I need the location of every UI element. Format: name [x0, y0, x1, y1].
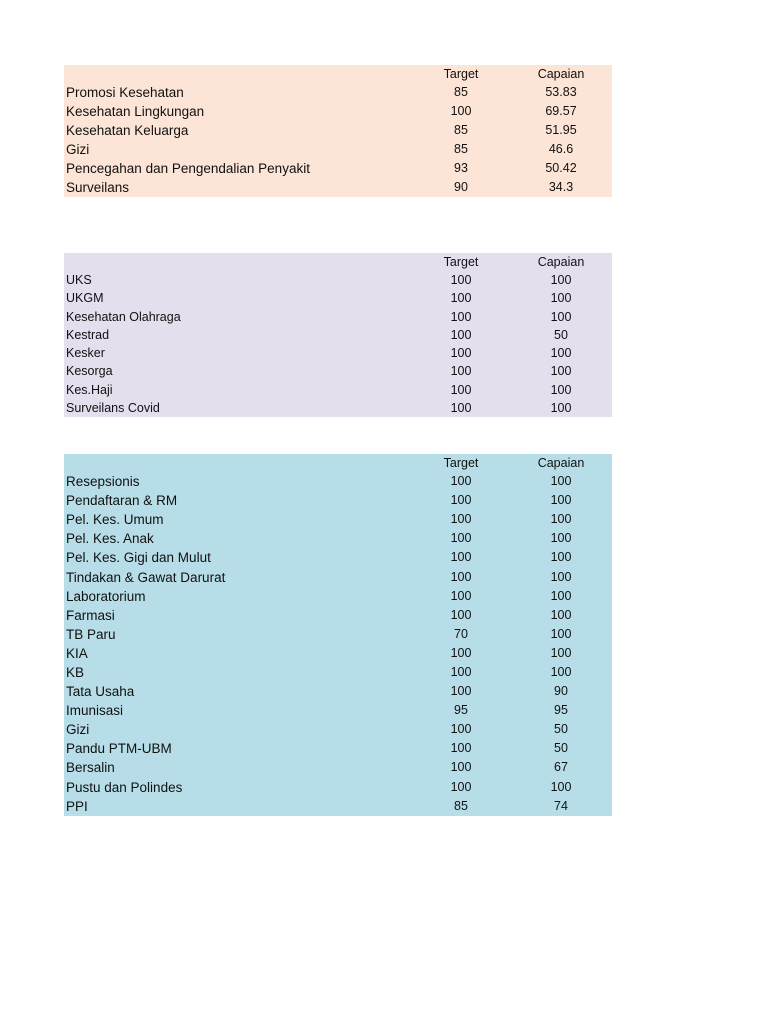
row-target-cell: 100	[450, 346, 472, 361]
row-capaian-cell: 51.95	[545, 123, 577, 137]
program-table-2	[64, 253, 612, 417]
row-name-cell: UKS	[66, 273, 92, 288]
row-capaian-cell: 50	[554, 741, 568, 756]
table-row	[64, 644, 612, 663]
table-row	[64, 344, 612, 362]
table-row	[64, 289, 612, 307]
row-target-cell: 93	[454, 161, 468, 175]
row-capaian-cell: 100	[550, 779, 572, 794]
row-target-cell: 100	[450, 569, 472, 584]
row-name-cell: Kesehatan Olahraga	[66, 309, 181, 324]
row-name-cell: Imunisasi	[66, 703, 124, 719]
table-row	[64, 701, 612, 720]
table-row	[64, 720, 612, 739]
row-name-cell: Kestrad	[66, 327, 110, 342]
table-row	[64, 83, 612, 102]
row-name-cell: Kesehatan Keluarga	[66, 123, 189, 138]
row-name-cell: Surveilans Covid	[66, 400, 160, 415]
row-name-cell: Pel. Kes. Umum	[66, 512, 164, 528]
row-capaian-cell: 100	[550, 588, 572, 603]
header-name	[64, 454, 412, 472]
row-name-cell: Kesker	[66, 346, 105, 361]
table-row	[64, 548, 612, 567]
row-target-cell: 100	[450, 327, 472, 342]
row-capaian-cell: 100	[550, 512, 572, 527]
row-capaian-cell: 95	[554, 703, 568, 718]
program-table-3	[64, 454, 612, 816]
header-name	[64, 253, 412, 271]
row-name-cell: TB Paru	[66, 626, 116, 642]
row-target-cell: 85	[454, 85, 468, 99]
table-row	[64, 472, 612, 491]
row-target-cell: 85	[454, 798, 468, 813]
row-name-cell: Pendaftaran & RM	[66, 493, 178, 509]
row-target-cell: 100	[450, 474, 472, 489]
table-row	[64, 797, 612, 816]
row-name-cell: Pandu PTM-UBM	[66, 741, 172, 757]
row-target-cell: 100	[450, 664, 472, 679]
data-table	[64, 253, 612, 417]
row-target-cell: 100	[450, 493, 472, 508]
table-row	[64, 121, 612, 140]
row-target-cell: 100	[450, 273, 472, 288]
row-target-cell: 100	[450, 382, 472, 397]
row-target-cell: 100	[450, 400, 472, 415]
table-row	[64, 381, 612, 399]
row-target-cell: 100	[450, 550, 472, 565]
row-capaian-cell: 100	[550, 569, 572, 584]
row-name-cell: Laboratorium	[66, 588, 146, 604]
row-capaian-cell: 34.3	[548, 180, 574, 194]
header-target: Target	[443, 456, 479, 470]
data-table	[64, 454, 612, 816]
row-target-cell: 100	[450, 645, 472, 660]
table-header-row	[64, 65, 612, 83]
header-name	[64, 65, 412, 83]
row-name-cell: Tindakan & Gawat Darurat	[66, 569, 226, 585]
row-target-cell: 100	[450, 684, 472, 699]
row-target-cell: 100	[450, 779, 472, 794]
row-capaian-cell: 100	[550, 400, 572, 415]
row-name-cell: Pustu dan Polindes	[66, 779, 183, 795]
row-name-cell: KB	[66, 664, 85, 680]
table-row	[64, 758, 612, 777]
table-header-row	[64, 454, 612, 472]
row-target-cell: 100	[450, 364, 472, 379]
table-row	[64, 567, 612, 586]
row-name-cell: Promosi Kesehatan	[66, 85, 184, 100]
header-target: Target	[443, 255, 479, 269]
row-capaian-cell: 100	[550, 291, 572, 306]
data-table	[64, 65, 612, 197]
row-target-cell: 90	[454, 180, 468, 194]
row-capaian-cell: 74	[554, 798, 568, 813]
row-capaian-cell: 100	[550, 607, 572, 622]
row-capaian-cell: 100	[550, 493, 572, 508]
table-row	[64, 491, 612, 510]
row-name-cell: Kes.Haji	[66, 382, 113, 397]
row-capaian-cell: 100	[550, 664, 572, 679]
row-target-cell: 70	[454, 626, 468, 641]
row-capaian-cell: 50.42	[545, 161, 577, 175]
row-name-cell: Surveilans	[66, 180, 130, 195]
row-capaian-cell: 100	[550, 273, 572, 288]
table-row	[64, 663, 612, 682]
table-row	[64, 326, 612, 344]
table-row	[64, 102, 612, 121]
table-row	[64, 140, 612, 159]
table-row	[64, 606, 612, 625]
row-name-cell: Kesorga	[66, 364, 113, 379]
row-target-cell: 85	[454, 142, 468, 156]
table-row	[64, 529, 612, 548]
table-row	[64, 178, 612, 197]
row-name-cell: Kesehatan Lingkungan	[66, 104, 205, 119]
table-row	[64, 682, 612, 701]
row-name-cell: Tata Usaha	[66, 684, 135, 700]
row-capaian-cell: 53.83	[545, 85, 577, 99]
table-row	[64, 362, 612, 380]
row-target-cell: 100	[450, 741, 472, 756]
row-capaian-cell: 100	[550, 474, 572, 489]
row-capaian-cell: 100	[550, 364, 572, 379]
table-row	[64, 625, 612, 644]
row-capaian-cell: 69.57	[545, 104, 577, 118]
row-target-cell: 100	[450, 291, 472, 306]
row-name-cell: Pencegahan dan Pengendalian Penyakit	[66, 161, 310, 176]
row-name-cell: UKGM	[66, 291, 104, 306]
row-target-cell: 100	[450, 512, 472, 527]
row-name-cell: Gizi	[66, 142, 90, 157]
row-name-cell: Pel. Kes. Gigi dan Mulut	[66, 550, 211, 566]
table-row	[64, 159, 612, 178]
row-target-cell: 100	[450, 722, 472, 737]
row-target-cell: 100	[450, 588, 472, 603]
header-target: Target	[443, 67, 479, 81]
row-name-cell: Pel. Kes. Anak	[66, 531, 154, 547]
row-capaian-cell: 46.6	[548, 142, 574, 156]
table-row	[64, 587, 612, 606]
row-name-cell: Farmasi	[66, 607, 115, 623]
program-table-1	[64, 65, 612, 197]
row-capaian-cell: 50	[554, 327, 568, 342]
row-name-cell: Bersalin	[66, 760, 115, 776]
row-target-cell: 100	[450, 760, 472, 775]
table-header-row	[64, 253, 612, 271]
table-row	[64, 271, 612, 289]
row-target-cell: 85	[454, 123, 468, 137]
row-target-cell: 100	[450, 309, 472, 324]
row-name-cell: KIA	[66, 645, 88, 661]
row-target-cell: 100	[450, 607, 472, 622]
row-capaian-cell: 50	[554, 722, 568, 737]
header-capaian: Capaian	[537, 255, 585, 269]
header-capaian: Capaian	[537, 67, 585, 81]
row-capaian-cell: 90	[554, 684, 568, 699]
table-row	[64, 778, 612, 797]
table-row	[64, 739, 612, 758]
row-capaian-cell: 100	[550, 550, 572, 565]
row-target-cell: 100	[450, 104, 472, 118]
row-capaian-cell: 100	[550, 309, 572, 324]
row-capaian-cell: 67	[554, 760, 568, 775]
row-capaian-cell: 100	[550, 346, 572, 361]
row-capaian-cell: 100	[550, 531, 572, 546]
row-capaian-cell: 100	[550, 645, 572, 660]
row-name-cell: PPI	[66, 798, 88, 814]
row-name-cell: Resepsionis	[66, 474, 140, 490]
row-target-cell: 100	[450, 531, 472, 546]
table-row	[64, 308, 612, 326]
header-capaian: Capaian	[537, 456, 585, 470]
row-capaian-cell: 100	[550, 626, 572, 641]
table-row	[64, 399, 612, 417]
row-target-cell: 95	[454, 703, 468, 718]
row-name-cell: Gizi	[66, 722, 90, 738]
row-capaian-cell: 100	[550, 382, 572, 397]
table-row	[64, 510, 612, 529]
